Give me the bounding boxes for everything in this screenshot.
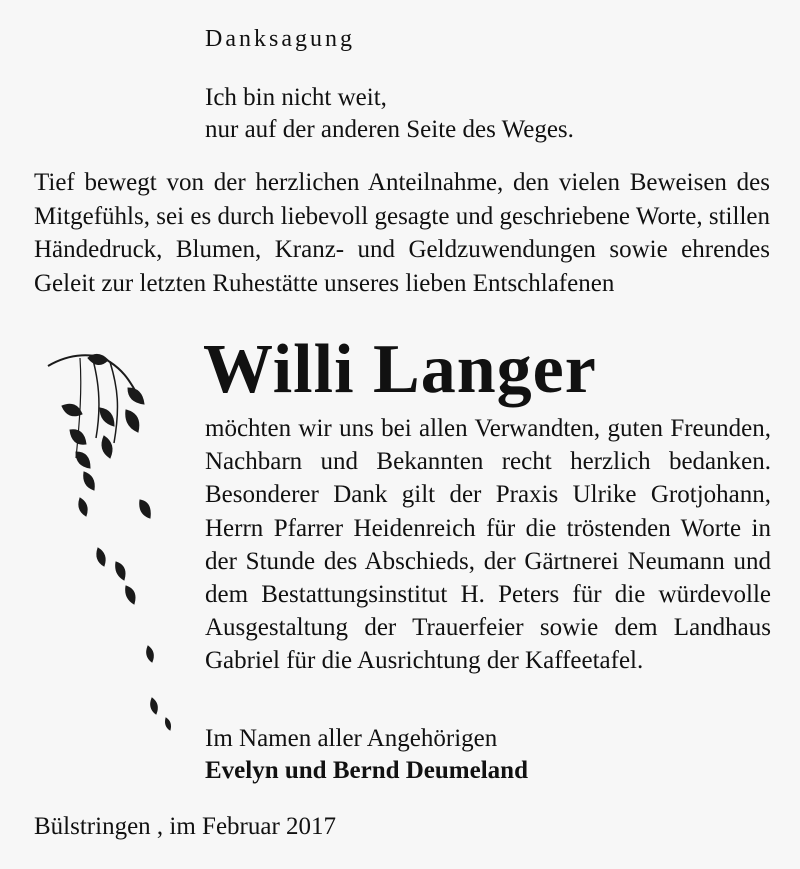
place-date: Bülstringen , im Februar 2017 — [34, 813, 337, 840]
closing-block — [205, 723, 528, 787]
signers: Evelyn und Bernd Deumeland — [205, 757, 528, 784]
intro-paragraph: Tief bewegt von der herzlichen Anteilnahme, den vielen Beweisen des Mitgefühls, sei es durch liebevoll gesagte und geschriebene Worte, stillen Händedruck, Blumen, Kranz- und Geldzuwendungen sowie ehrendes Geleit zur letzten Ruhestätte unseres lieben Entschlafenen — [34, 169, 770, 297]
heading: Danksagung — [205, 26, 355, 52]
closing-line: Im Namen aller Angehörigen — [205, 725, 498, 752]
deceased-name: Willi Langer — [203, 331, 597, 408]
thanks-paragraph: möchten wir uns bei allen Verwandten, guten Freunden, Nachbarn und Bekannten recht herzlich bedanken. Besonderer Dank gilt der Praxis Ulrike Grotjohann, Herrn Pfarrer Heidenreich für die tröstenden Worte in der Stunde des Abschieds, der Gärtnerei Neumann und dem Bestattungsinstitut H. Peters für die würdevolle Ausgestaltung der Trauerfeier sowie dem Landhaus Gabriel für die Ausrichtung der Kaffeetafel. — [205, 415, 771, 675]
falling-leaves-icon — [40, 348, 190, 748]
verse-line-2: nur auf der anderen Seite des Weges. — [205, 116, 574, 143]
verse — [205, 82, 574, 146]
verse-line-1: Ich bin nicht weit, — [205, 84, 387, 111]
